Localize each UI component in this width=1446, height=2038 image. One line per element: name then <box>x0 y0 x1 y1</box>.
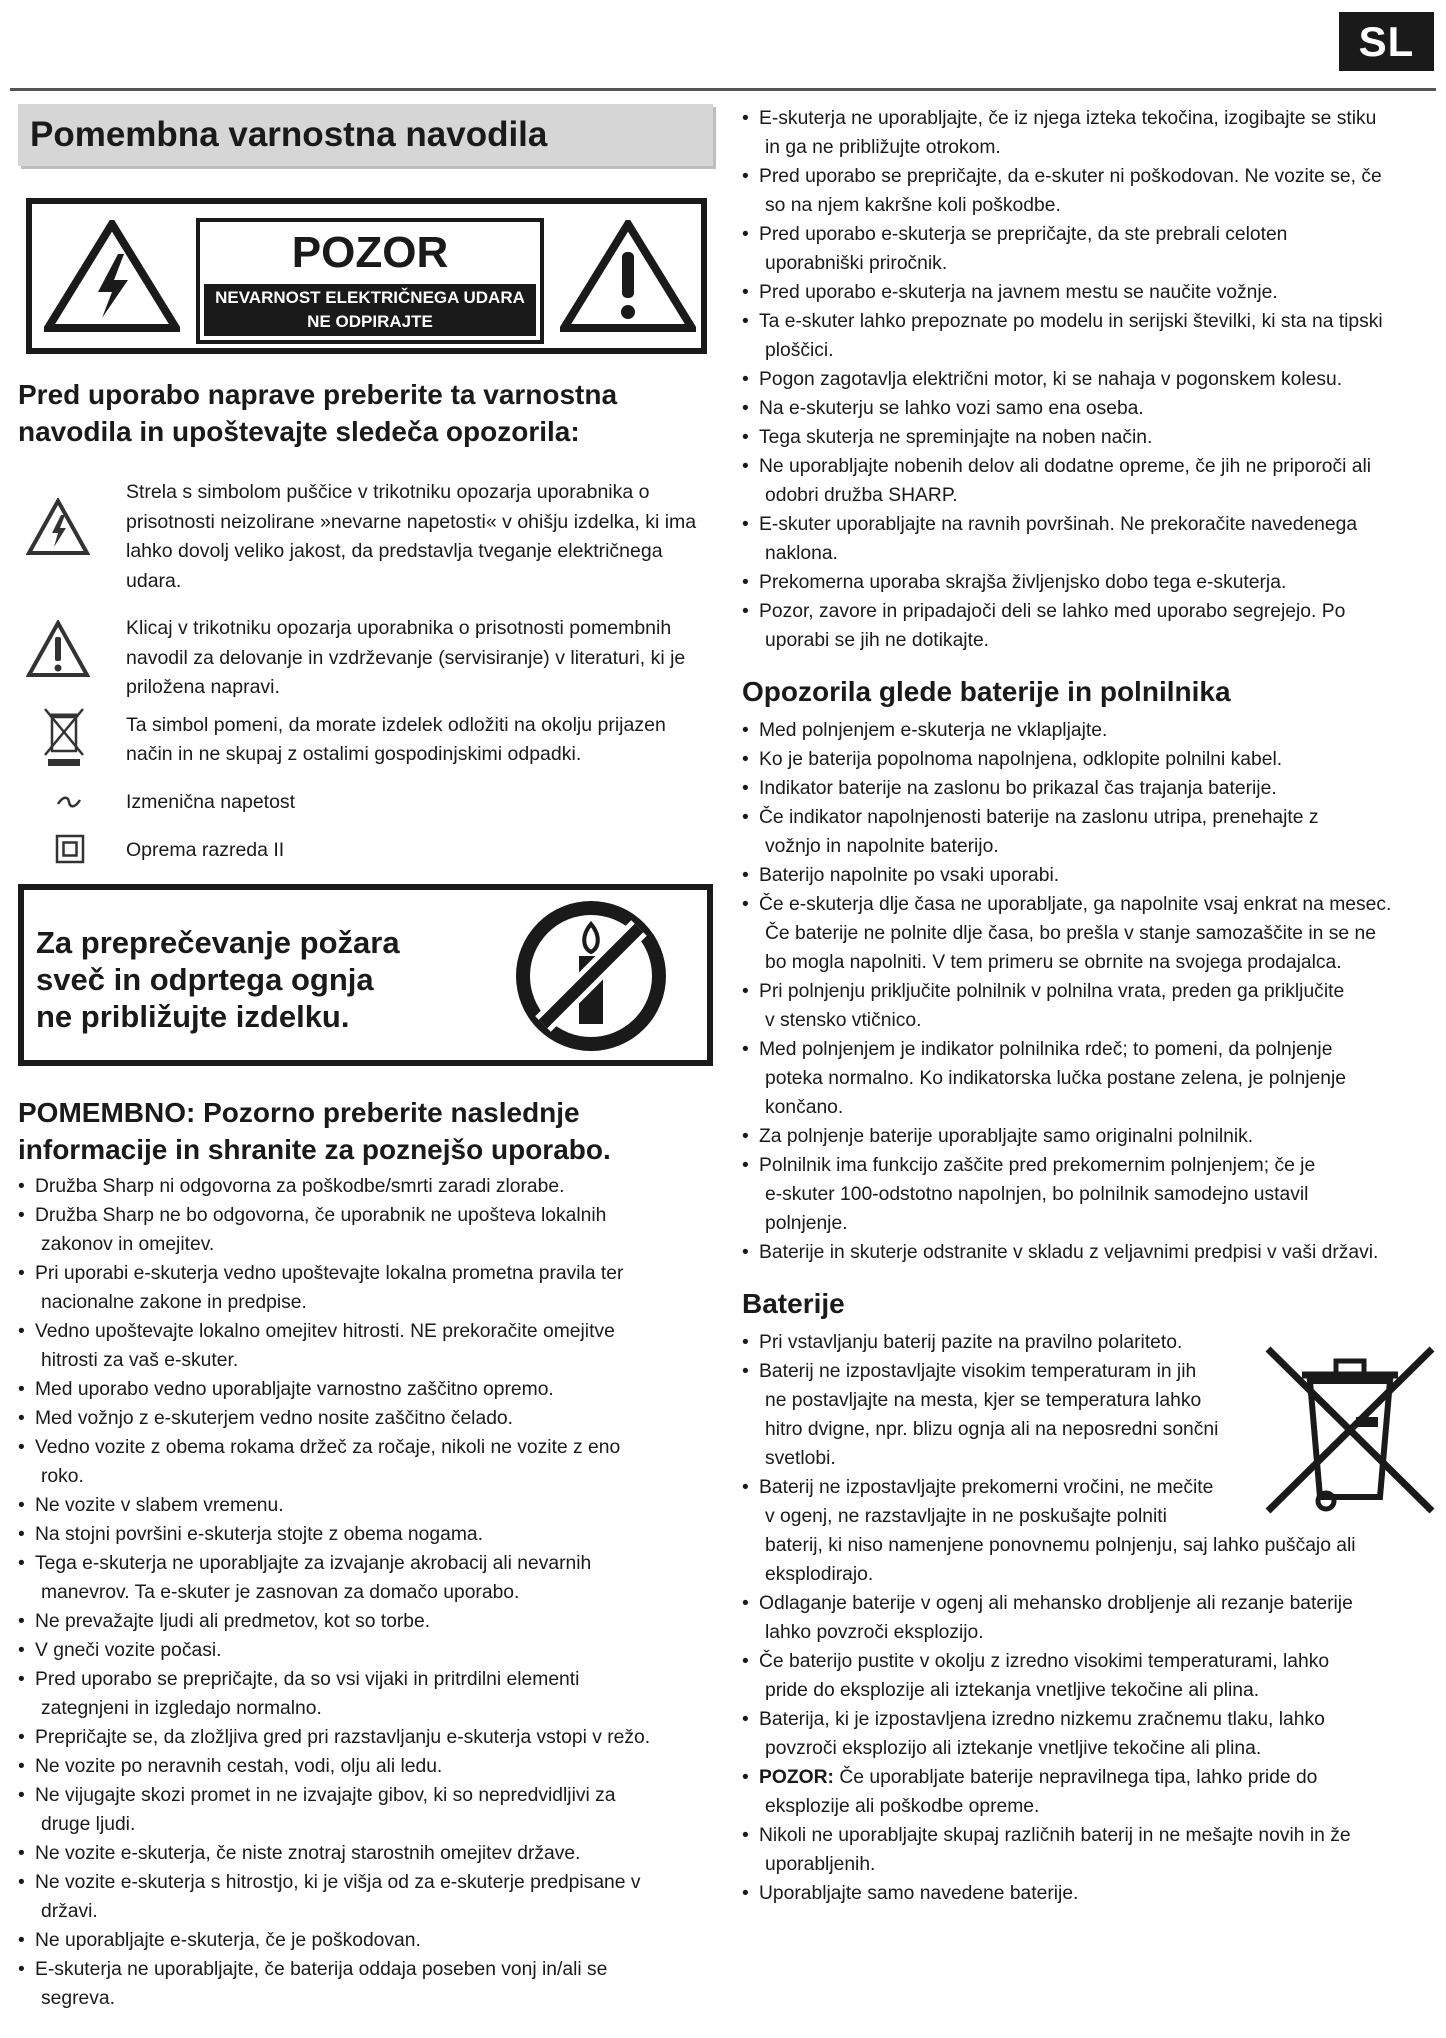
list-item-line: • POZOR: Če uporabljate baterije nepravilnega tipa, lahko pride do <box>759 1767 1318 1788</box>
symbol-row-bin: Ta simbol pomeni, da morate izdelek odložiti na okolju prijazen način in ne skupaj z ostalimi gospodinjskimi odpadki. <box>18 711 713 770</box>
list-item <box>18 1868 713 1926</box>
list-item <box>742 220 1434 278</box>
list-item-line: in ga ne približujte otrokom. <box>765 137 1001 158</box>
list-item <box>18 1926 713 1955</box>
list-item-line: državi. <box>41 1900 98 1922</box>
list-item-line: vožnjo in napolnite baterijo. <box>765 836 999 857</box>
safety-list <box>18 1172 713 2013</box>
list-item-line: ne postavljajte na mesta, kjer se temperatura lahko <box>765 1390 1202 1411</box>
caution-heading: POZOR <box>291 228 449 277</box>
list-item-line: • Ne vozite po neravnih cestah, vodi, olju ali ledu. <box>35 1755 443 1777</box>
list-item-line: • Ne uporabljajte nobenih delov ali dodatne opreme, če jih ne priporoči ali <box>759 456 1372 477</box>
list-item <box>742 1238 1434 1267</box>
caution-label <box>26 198 707 354</box>
list-item <box>742 1035 1434 1122</box>
list-item-line: poteka normalno. Ko indikatorska lučka postane zelena, je polnjenje <box>765 1068 1346 1089</box>
list-item <box>18 1259 713 1317</box>
list-item <box>742 1589 1434 1647</box>
list-item-line: • Med uporabo vedno uporabljajte varnostno zaščitno opremo. <box>35 1378 554 1400</box>
list-item-line: • Pri uporabi e-skuterja vedno upoštevajte lokalna prometna pravila ter <box>35 1262 624 1284</box>
list-item <box>742 162 1434 220</box>
list-item <box>18 1317 713 1375</box>
list-item <box>742 745 1434 774</box>
list-item-line: • Baterije in skuterje odstranite v skladu z veljavnimi predpisi v vaši državi. <box>759 1242 1379 1263</box>
double-square-icon <box>55 834 85 864</box>
list-item-line: pride do eksplozije ali iztekanja vnetljive tekočine ali plina. <box>765 1680 1260 1701</box>
list-item-line: • Baterija, ki je izpostavljena izredno nizkemu zračnemu tlaku, lahko <box>759 1709 1325 1730</box>
list-item <box>742 803 1434 861</box>
list-item <box>742 394 1434 423</box>
list-item <box>742 774 1434 803</box>
list-item-line: • E-skuterja ne uporabljajte, če baterija oddaja poseben vonj in/ali se <box>35 1958 608 1980</box>
list-item <box>18 1433 713 1491</box>
list-item-line: uporabi se jih ne dotikajte. <box>765 630 990 651</box>
page-title-bar <box>18 104 713 166</box>
list-item-line: • V gneči vozite počasi. <box>35 1639 222 1661</box>
list-item <box>742 423 1434 452</box>
caution-line-1: NEVARNOST ELEKTRIČNEGA UDARA <box>215 288 525 307</box>
list-item-line: ploščici. <box>765 340 834 361</box>
fire-warning-text: Za preprečevanje požara sveč in odprtega ognja ne približujte izdelku. <box>36 924 400 1034</box>
list-item-line: svetlobi. <box>765 1448 836 1469</box>
list-item-line: • Tega skuterja ne spreminjajte na noben način. <box>759 427 1153 448</box>
list-item-line: • Prepričajte se, da zložljiva gred pri razstavljanju e-skuterja vstopi v režo. <box>35 1726 651 1748</box>
list-item-line: • Pri polnjenju priključite polnilnik v polnilna vrata, preden ga priključite <box>759 981 1345 1002</box>
list-item-line: • Vedno vozite z obema rokama držeč za ročaje, nikoli ne vozite z eno <box>35 1436 621 1458</box>
list-item-line: • Ne uporabljajte e-skuterja, če je poškodovan. <box>35 1929 421 1951</box>
list-item-line: • Indikator baterije na zaslonu bo prikazal čas trajanja baterije. <box>759 778 1277 799</box>
list-item <box>742 890 1434 977</box>
list-item-line: • Če baterijo pustite v okolju z izredno visokimi temperaturami, lahko <box>759 1651 1330 1672</box>
list-item-line: eksplozije ali poškodbe opreme. <box>765 1796 1040 1817</box>
list-item-line: eksplodirajo. <box>765 1564 874 1585</box>
list-item-line: zakonov in omejitev. <box>41 1233 215 1255</box>
list-item-line: bo mogla napolniti. V tem primeru se obrnite na svojega prodajalca. <box>765 952 1342 973</box>
list-item-line: • Pred uporabo se prepričajte, da so vsi vijaki in pritrdilni elementi <box>35 1668 580 1690</box>
list-item <box>18 1723 713 1752</box>
list-item-line: Če baterije ne polnite dlje časa, bo prešla v stanje samozaščite in se ne <box>765 923 1376 944</box>
list-item-line: • Pozor, zavore in pripadajoči deli se lahko med uporabo segrejejo. Po <box>759 601 1346 622</box>
list-item-line: hitro dvigne, npr. blizu ognja ali na neposredni sončni <box>765 1419 1219 1440</box>
caution-strip <box>204 284 536 336</box>
list-item-line: nacionalne zakone in predpise. <box>41 1291 307 1313</box>
list-item <box>742 307 1434 365</box>
list-item <box>742 568 1434 597</box>
list-item-line: • Baterijo napolnite po vsaki uporabi. <box>759 865 1060 886</box>
list-item-line: e-skuter 100-odstotno napolnjen, bo polnilnik samodejno ustavil <box>765 1184 1309 1205</box>
fire-warning-box <box>18 884 713 1066</box>
list-item-line: druge ljudi. <box>41 1813 136 1835</box>
list-item <box>742 1763 1434 1821</box>
lightning-triangle-icon <box>44 220 180 332</box>
lightning-triangle-icon <box>26 498 90 556</box>
list-item-line: v ogenj, ne razstavljajte in ne poskušajte polniti <box>765 1506 1167 1527</box>
symbol-row-exclamation: Klicaj v trikotniku opozarja uporabnika o prisotnosti pomembnih navodil za delovanje in vzdrževanje (servisiranje) v literaturi, ki je priložena napravi. <box>18 614 713 703</box>
list-item-line: • Ta e-skuter lahko prepoznate po modelu in serijski številki, ki sta na tipski <box>759 311 1383 332</box>
list-item <box>18 1955 713 2013</box>
left-column <box>18 104 713 2013</box>
tilde-icon <box>56 794 82 810</box>
important-heading: POMEMBNO: Pozorno preberite naslednje informacije in shranite za poznejšo uporabo. <box>18 1096 611 1165</box>
symbol-row-lightning: Strela s simbolom puščice v trikotniku opozarja uporabnika o prisotnosti neizolirane »nevarne napetosti« v ohišju izdelka, ki ima lahko dovolj veliko jakost, da predstavlja tveganje električnega udara. <box>18 478 713 596</box>
list-item <box>18 1839 713 1868</box>
list-item-line: • Baterij ne izpostavljajte visokim temperaturam in jih <box>759 1361 1197 1382</box>
list-item-line: • Med polnjenjem e-skuterja ne vklapljajte. <box>759 720 1108 741</box>
bold-lead: POZOR: <box>759 1767 834 1788</box>
list-item-line: uporabniški priročnik. <box>765 253 948 274</box>
list-item-line: • Pred uporabo e-skuterja se prepričajte, da ste prebrali celoten <box>759 224 1288 245</box>
list-item-line: manevrov. Ta e-skuter je zasnovan za domačo uporabo. <box>41 1581 520 1603</box>
list-item <box>742 977 1434 1035</box>
right-column <box>742 104 1434 1908</box>
list-item-line: • Uporabljajte samo navedene baterije. <box>759 1883 1079 1904</box>
list-item-line: • Ko je baterija popolnoma napolnjena, odklopite polnilni kabel. <box>759 749 1283 770</box>
list-item-line: • Tega e-skuterja ne uporabljajte za izvajanje akrobacij ali nevarnih <box>35 1552 592 1574</box>
list-item <box>18 1752 713 1781</box>
list-item-line: • Pogon zagotavlja električni motor, ki se nahaja v pogonskem kolesu. <box>759 369 1343 390</box>
crossed-bin-icon <box>1262 1345 1438 1515</box>
list-item <box>742 452 1434 510</box>
list-item-line: hitrosti za vaš e-skuter. <box>41 1349 239 1371</box>
list-item <box>742 1705 1434 1763</box>
list-item-line: • Odlaganje baterije v ogenj ali mehansko drobljenje ali rezanje baterije <box>759 1593 1353 1614</box>
list-item-line: • Med vožnjo z e-skuterjem vedno nosite zaščitno čelado. <box>35 1407 513 1429</box>
list-item-line: • Družba Sharp ni odgovorna za poškodbe/smrti zaradi zlorabe. <box>35 1175 565 1197</box>
list-item-line: • Ne prevažajte ljudi ali predmetov, kot so torbe. <box>35 1610 431 1632</box>
list-item <box>18 1201 713 1259</box>
charger-section-title: Opozorila glede baterije in polnilnika <box>742 676 1231 707</box>
list-item-line: • E-skuterja ne uporabljajte, če iz njega izteka tekočina, izogibajte se stiku <box>759 108 1377 129</box>
list-item <box>18 1549 713 1607</box>
list-item-line: • Ne vozite v slabem vremenu. <box>35 1494 284 1516</box>
list-item <box>742 1879 1434 1908</box>
list-item-line: • Med polnjenjem je indikator polnilnika rdeč; to pomeni, da polnjenje <box>759 1039 1333 1060</box>
list-item <box>742 510 1434 568</box>
list-item-line: polnjenje. <box>765 1213 848 1234</box>
list-item-line: • Družba Sharp ne bo odgovorna, če uporabnik ne upošteva lokalnih <box>35 1204 607 1226</box>
list-item <box>18 1781 713 1839</box>
list-item-line: • Če e-skuterja dlje časa ne uporabljate, ga napolnite vsaj enkrat na mesec. <box>759 894 1392 915</box>
header-rule <box>10 88 1436 91</box>
exclamation-triangle-icon <box>26 620 90 678</box>
list-item <box>18 1665 713 1723</box>
list-item-line: • Pred uporabo e-skuterja na javnem mestu se naučite vožnje. <box>759 282 1278 303</box>
list-item-line: • Polnilnik ima funkcijo zaščite pred prekomernim polnjenjem; če je <box>759 1155 1316 1176</box>
list-item <box>18 1491 713 1520</box>
list-item-line: so na njem kakršne koli poškodbe. <box>765 195 1061 216</box>
list-item-line: • Na stojni površini e-skuterja stojte z obema nogama. <box>35 1523 483 1545</box>
safety-list-continued <box>742 104 1434 655</box>
list-item-line: • Pred uporabo se prepričajte, da e-skuter ni poškodovan. Ne vozite se, če <box>759 166 1382 187</box>
list-item-line: • Prekomerna uporaba skrajša življenjsko dobo tega e-skuterja. <box>759 572 1287 593</box>
list-item <box>742 861 1434 890</box>
list-item-line: odobri družba SHARP. <box>765 485 958 506</box>
list-item <box>742 365 1434 394</box>
no-candle-icon <box>515 900 667 1052</box>
list-item-line: • Ne vijugajte skozi promet in ne izvajajte gibov, ki so nepredvidljivi za <box>35 1784 616 1806</box>
list-item-line: uporabljenih. <box>765 1854 876 1875</box>
list-item-line: • Vedno upoštevajte lokalno omejitev hitrosti. NE prekoračite omejitve <box>35 1320 615 1342</box>
list-item <box>18 1375 713 1404</box>
list-item-line: v stensko vtičnico. <box>765 1010 922 1031</box>
list-item-line: • Ne vozite e-skuterja s hitrostjo, ki je višja od za e-skuterje predpisane v <box>35 1871 641 1893</box>
list-item <box>18 1607 713 1636</box>
list-item-line: lahko povzroči eksplozijo. <box>765 1622 984 1643</box>
list-item <box>742 716 1434 745</box>
list-item-line: roko. <box>41 1465 84 1487</box>
page-title: Pomembna varnostna navodila <box>30 115 548 154</box>
list-item <box>742 278 1434 307</box>
list-item <box>742 104 1434 162</box>
list-item <box>18 1636 713 1665</box>
crossed-bin-icon <box>42 705 86 769</box>
list-item-line: • Nikoli ne uporabljajte skupaj različnih baterij in ne mešajte novih in že <box>759 1825 1351 1846</box>
language-badge: SL <box>1339 12 1434 71</box>
list-item-line: baterij, ki niso namenjene ponovnemu polnjenju, saj lahko puščajo ali <box>765 1535 1356 1556</box>
battery-section-title: Baterije <box>742 1288 845 1319</box>
list-item-line: • Za polnjenje baterije uporabljajte samo originalni polnilnik. <box>759 1126 1254 1147</box>
list-item-line: zategnjeni in izgledajo normalno. <box>41 1697 322 1719</box>
list-item <box>18 1172 713 1201</box>
list-item-line: končano. <box>765 1097 844 1118</box>
list-item <box>742 597 1434 655</box>
caution-line-2: NE ODPIRAJTE <box>307 312 433 331</box>
symbol-row-class-ii: Oprema razreda II <box>18 836 713 866</box>
list-item-line: • Če indikator napolnjenosti baterije na zaslonu utripa, prenehajte z <box>759 807 1319 828</box>
list-item-line: • Pri vstavljanju baterij pazite na pravilno polariteto. <box>759 1332 1183 1353</box>
list-item <box>742 1821 1434 1879</box>
list-item-line: • Na e-skuterju se lahko vozi samo ena oseba. <box>759 398 1144 419</box>
list-item-line: • Baterij ne izpostavljajte prekomerni vročini, ne mečite <box>759 1477 1214 1498</box>
exclamation-triangle-icon <box>560 220 696 332</box>
caution-center <box>196 218 544 344</box>
list-item-line: povzroči eksplozijo ali iztekanje vnetljive tekočine ali plina. <box>765 1738 1262 1759</box>
list-item-line: • E-skuter uporabljajte na ravnih površinah. Ne prekoračite navedenega <box>759 514 1358 535</box>
symbol-row-ac: Izmenična napetost <box>18 788 713 818</box>
list-item <box>742 1151 1434 1238</box>
list-item-line: segreva. <box>41 1987 115 2009</box>
list-item <box>18 1404 713 1433</box>
list-item <box>18 1520 713 1549</box>
list-item <box>742 1647 1434 1705</box>
list-item-line: • Ne vozite e-skuterja, če niste znotraj starostnih omejitev države. <box>35 1842 581 1864</box>
charger-list <box>742 716 1434 1267</box>
intro-heading: Pred uporabo naprave preberite ta varnostna navodila in upoštevajte sledeča opozorila: <box>18 379 618 447</box>
list-item <box>742 1122 1434 1151</box>
list-item-line: naklona. <box>765 543 838 564</box>
